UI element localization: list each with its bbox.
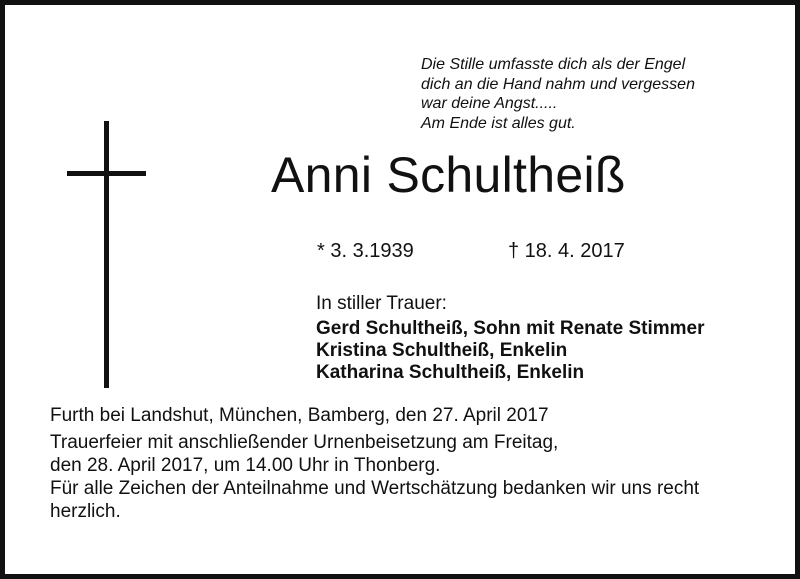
deceased-name: Anni Schultheiß — [271, 147, 626, 203]
thanks-text: Für alle Zeichen der Anteilnahme und Wertschätzung bedanken wir uns recht herzlich. — [50, 478, 700, 522]
poem — [421, 55, 761, 133]
mourning-label: In stiller Trauer: — [316, 293, 447, 314]
death-date: † 18. 4. 2017 — [508, 240, 625, 262]
poem-line: Die Stille umfasste dich als der Engel — [421, 56, 686, 73]
footer-text — [50, 404, 770, 523]
place-date: Furth bei Landshut, München, Bamberg, den 27. April 2017 — [50, 405, 549, 426]
mourner: Katharina Schultheiß, Enkelin — [316, 362, 585, 383]
ceremony-line: Trauerfeier mit anschließender Urnenbeisetzung am Freitag, — [50, 432, 559, 453]
birth-date: * 3. 3.1939 — [317, 240, 414, 262]
ceremony-line: den 28. April 2017, um 14.00 Uhr in Thonberg. — [50, 455, 441, 476]
mourner: Gerd Schultheiß, Sohn mit Renate Stimmer — [316, 318, 705, 339]
cross-vertical-bar — [104, 121, 109, 388]
poem-line: dich an die Hand nahm und vergessen — [421, 75, 695, 93]
cross-horizontal-bar — [67, 171, 146, 176]
poem-line: war deine Angst..... — [421, 95, 558, 112]
mourner: Kristina Schultheiß, Enkelin — [316, 340, 568, 361]
mourners-list — [316, 318, 705, 384]
poem-line: Am Ende ist alles gut. — [421, 114, 576, 132]
